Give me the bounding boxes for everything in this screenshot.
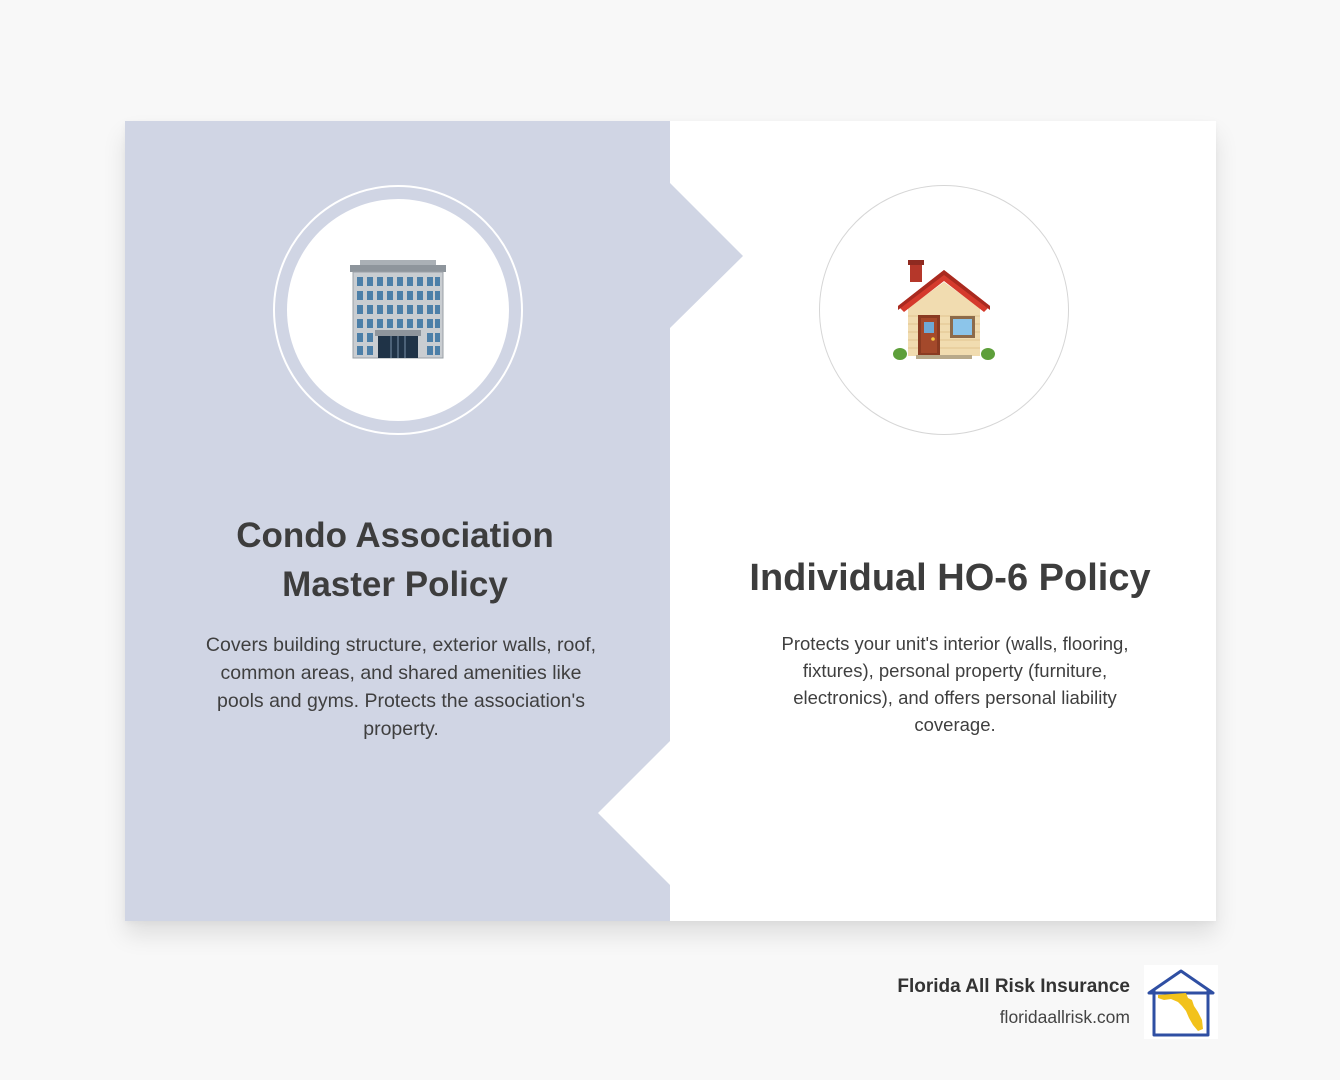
comparison-card [125,121,1216,921]
master-policy-title [185,511,605,609]
master-policy-description: Covers building structure, exterior walls, roof, common areas, and shared amenities like pools and gyms. Protects the association's property. [205,634,597,740]
left-icon-circle [273,185,523,435]
house-florida-logo-icon [1144,965,1218,1039]
company-name: Florida All Risk Insurance [897,976,1130,997]
company-url: floridaallrisk.com [999,1007,1130,1027]
footer-branding [897,965,1218,1039]
office-building-icon [346,260,450,360]
ho6-policy-description: Protects your unit's interior (walls, flooring, fixtures), personal property (furniture, electronics), and offers personal liability coverage. [781,633,1129,735]
right-icon-circle [819,185,1069,435]
master-policy-title-line2: Master Policy [282,565,508,604]
master-policy-title-line1: Condo Association [236,516,554,555]
house-icon [892,258,996,362]
ho6-policy-title: Individual HO-6 Policy [749,557,1151,599]
